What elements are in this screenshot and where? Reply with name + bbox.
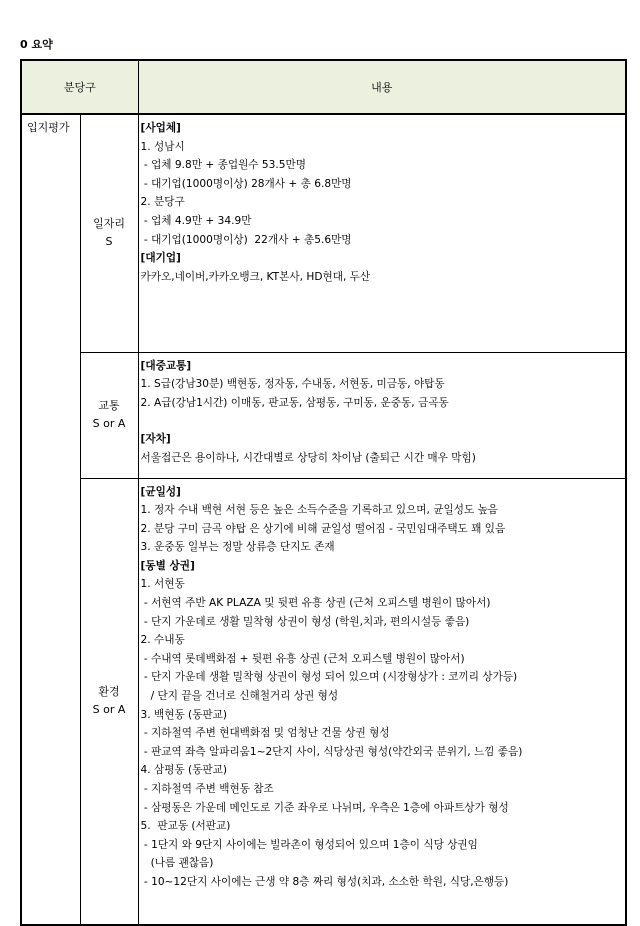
row-grade: S or A [92,417,126,430]
content-line: - 지하철역 주변 현대백화점 및 엄청난 건물 상권 형성 [140,727,390,740]
row-grade: S [105,235,113,249]
table-row [21,352,626,478]
table-row [21,478,626,925]
content-line: 2. A급(강남1시간) 이매동, 판교동, 삼평동, 구미동, 운중동, 금곡동 [140,396,449,409]
content-line: 2. 수내동 [140,634,185,647]
row-grade: S or A [92,703,126,717]
content-line: - 업체 4.9만 + 34.9만 [140,214,252,227]
table-row [21,114,626,352]
content-line: 3. 백현동 (동판교) [140,708,228,721]
content-line: - 1단지 와 9단지 사이에는 빌라촌이 형성되어 있으며 1층이 식당 상권임 [140,838,478,851]
content-line: [대중교통] [140,359,192,372]
content-line: - 업체 9.8만 + 종업원수 53.5만명 [140,159,306,172]
content-line: (나름 괜찮음) [140,857,214,870]
content-line: [균일성] [140,485,181,498]
row-label-cell [80,478,138,925]
content-line: - 삼평동은 가운데 메인도로 기준 좌우로 나뉘며, 우측은 1층에 아파트상가 형성 [140,801,509,814]
content-line: [사업체] [140,122,181,134]
header-district: 분당구 [21,60,138,114]
content-line: 카카오,네이버,카카오뱅크, KT본사, HD현대, 두산 [140,270,371,283]
content-line [141,412,623,430]
content-line: - 10~12단지 사이에는 근생 약 8층 짜리 형성(치과, 소소한 학원, 식당,은행등) [140,875,509,888]
content-line: 1. 성남시 [140,140,185,153]
row-content [138,352,626,478]
content-line: - 대기업(1000명이상) 28개사 + 총 6.8만명 [140,177,352,190]
table-header-row [21,60,626,114]
content-line: - 서현역 주반 AK PLAZA 및 뒷편 유흥 상권 (근처 오피스텔 병원이 많아서) [140,597,491,610]
content-line: 2. 분당 구미 금곡 야탑 은 상기에 비해 균일성 떨어짐 - 국민임대주택도 꽤 있음 [140,522,506,535]
content-line: - 지하철역 주변 백현동 참조 [140,783,274,795]
content-line: - 판교역 좌측 알파리움1~2단지 사이, 식당상권 형성(약간외국 분위기, 느낌 좋음) [140,745,523,758]
row-label: 일자리 [93,217,125,231]
content-line: - 단지 가운데로 생활 밀착형 상권이 형성 (학원,치과, 편의시설등 좋음) [140,615,470,628]
row-content [138,114,626,352]
content-line: - 대기업(1000명이상) 22개사 + 총5.6만명 [140,233,352,246]
content-line: 4. 삼평동 (동판교) [140,764,228,777]
header-content: 내용 [138,60,626,114]
row-label-cell [80,352,138,478]
content-line: - 수내역 롯데백화점 + 뒷편 유흥 상권 (근처 오피스텔 병원이 많아서) [140,652,465,665]
content-line: / 단지 끝을 건너로 신해철거리 상권 형성 [140,690,339,703]
content-line: 1. 서현동 [140,578,185,591]
content-line: 2. 분당구 [140,196,185,209]
content-line: 3. 운중동 일부는 정말 상류층 단지도 존재 [140,541,335,554]
content-line: 1. S급(강남30분) 백현동, 정자동, 수내동, 서현동, 미금동, 야탑동 [140,378,445,391]
category-cell: 입지평가 [21,114,80,925]
content-line: 5. 판교동 (서판교) [140,820,231,833]
row-label: 환경 [98,685,120,699]
content-line: [자차] [140,433,171,446]
content-line: 서울접근은 용이하나, 시간대별로 상당히 차이남 (출퇴근 시간 매우 막힘) [140,451,476,464]
row-content [138,478,626,925]
summary-table [20,59,627,926]
section-title: 0 요약 [20,38,53,51]
content-line: 1. 정자 수내 백현 서현 등은 높은 소득수준을 기록하고 있으며, 균일성도 높음 [140,504,499,517]
row-label-cell [80,114,138,352]
content-line: - 단지 가운데 생활 밀착형 상권이 형성 되어 있으며 (시장형상가 : 코끼리 상가등) [140,671,518,684]
row-label: 교통 [98,399,120,412]
content-line: [동별 상권] [140,559,195,572]
content-line: [대기업] [140,252,181,265]
